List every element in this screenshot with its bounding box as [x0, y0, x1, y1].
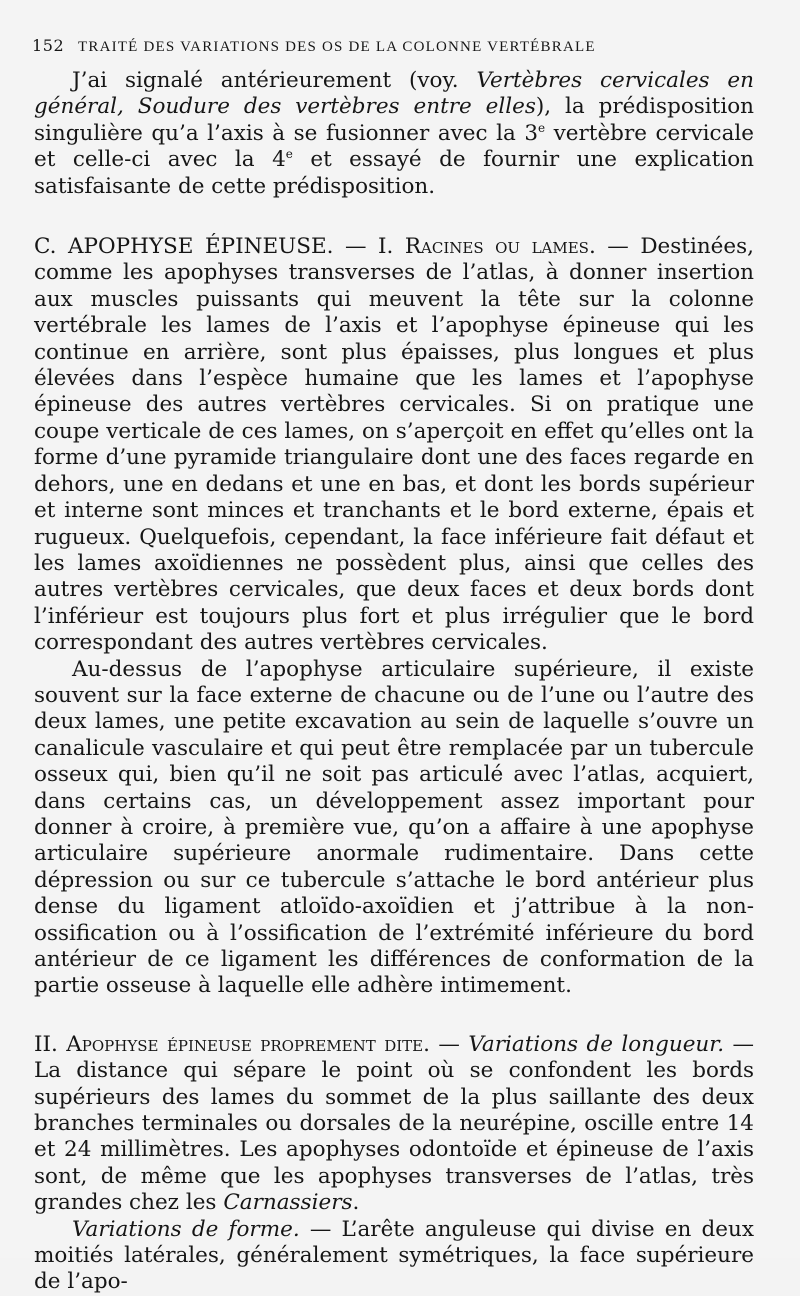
running-title: TRAITÉ DES VARIATIONS DES OS DE LA COLONNE VERTÉBRALE: [78, 39, 596, 55]
subsection-heading: I. Racines ou lames.: [378, 234, 596, 260]
carnassiers-term: Carnassiers: [223, 1190, 353, 1216]
section-heading: C. APOPHYSE ÉPINEUSE.: [34, 234, 334, 260]
paragraph-intro: J’ai signalé antérieurement (voy. Vertèbres cervicales en général, Soudure des vertèbres entre elles), la prédisposition singulière qu’a l’axis à se fusionner avec la 3e vertèbre cervicale et celle-ci avec la 4e et essayé de fournir une explication satisfaisante de cette prédisposition.: [34, 68, 755, 199]
section-ii-paragraph: II. Apophyse épineuse proprement dite. — Variations de longueur. — La distance qui sépare le point où se confondent les bords supérieurs des lames du sommet de la plus saillante des deux branches terminales ou dorsales de la neurépine, oscille entre 14 et 24 millimètres. Les apophyses odontoïde et épineuse de l’axis sont, de même que les apophyses transverses de l’atlas, très grandes chez les Carnassiers.: [34, 1031, 754, 1216]
section-c-paragraph: C. APOPHYSE ÉPINEUSE. — I. Racines ou lames. — Destinées, comme les apophyses transverses de l’atlas, à donner insertion aux muscles puissants qui meuvent la tête sur la colonne vertébrale les lames de l’axis et l’apophyse épineuse qui les continue en arrière, sont plus épaisses, plus longues et plus élevées dans l’espèce humaine que les lames et l’apophyse épineuse des autres vertèbres cervicales. Si on pratique une coupe verticale de ces lames, on s’aperçoit en effet qu’elles ont la forme d’une pyramide triangulaire dont une des faces regarde en dehors, une en dedans et une en bas, et dont les bords supérieur et interne sont minces et tranchants et le bord externe, épais et rugueux. Quelquefois, cependant, la face inférieure fait défaut et les lames axoïdiennes ne possèdent plus, ainsi que celles des autres vertèbres cervicales, que deux faces et deux bords dont l’inférieur est toujours plus fort et plus irrégulier que le bord correspondant des autres vertèbres cervicales.: [34, 234, 754, 656]
cross-reference: Vertèbres cervicales en général, Soudure des vertèbres entre elles: [34, 68, 754, 120]
paragraph-form: Variations de forme. — L’arête anguleuse qui divise en deux moitiés latérales, généralement symétriques, la face supérieure de l’apo-: [34, 1216, 754, 1295]
variation-title-form: Variations de forme.: [72, 1216, 300, 1242]
variation-title-length: Variations de longueur.: [468, 1031, 725, 1057]
page-number: 152: [32, 36, 65, 55]
subsection-heading-ii: II. Apophyse épineuse proprement dite.: [34, 1031, 430, 1057]
paragraph-articular: Au-dessus de l’apophyse articulaire supérieure, il existe souvent sur la face externe de chacune ou de l’une ou l’autre des deux lames, une petite excavation au sein de laquelle s’ouvre un canalicule vasculaire et qui peut être remplacée par un tubercule osseux qui, bien qu’il ne soit pas articulé avec l’atlas, acquiert, dans certains cas, un développement assez important pour donner à croire, à première vue, qu’on a affaire à une apophyse articulaire supérieure anormale rudimentaire. Dans cette dépression ou sur ce tubercule s’attache le bord antérieur plus dense du ligament atloïdo-axoïdien et j’attribue à la non-ossification ou à l’ossification de l’extrémité inférieure du bord antérieur de ce ligament les différences de conformation de la partie osseuse à laquelle elle adhère intimement.: [34, 656, 754, 999]
page-body: [34, 68, 754, 1296]
page-header: [32, 36, 762, 56]
